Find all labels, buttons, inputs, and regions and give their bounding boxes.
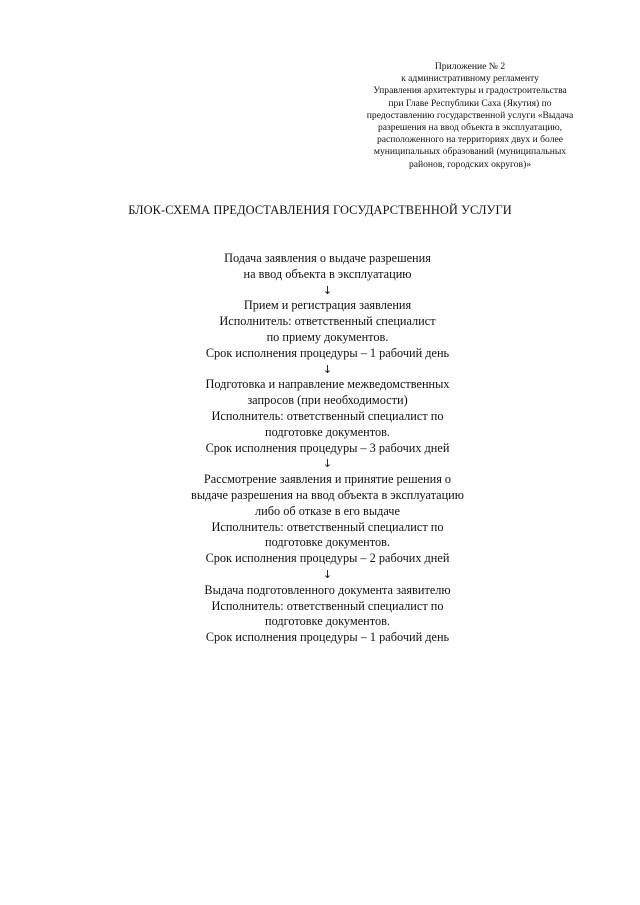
step-line: Срок исполнения процедуры – 3 рабочих дней	[205, 440, 450, 455]
step-line: Рассмотрение заявления и принятие решения о	[203, 472, 452, 487]
flow-step-registration	[0, 298, 640, 361]
step-line: подготовке документов.	[265, 535, 390, 550]
step-line: запросов (при необходимости)	[247, 393, 408, 408]
flow-step-interagency-requests	[0, 377, 640, 456]
flowchart	[0, 251, 640, 646]
appendix-line: Приложение № 2	[434, 61, 506, 72]
appendix-line: разрешения на ввод объекта в эксплуатацию,	[377, 122, 563, 134]
step-line: подготовке документов.	[265, 614, 390, 629]
flow-step-issuance	[0, 583, 640, 646]
step-line: Исполнитель: ответственный специалист по	[211, 408, 444, 423]
appendix-line: районов, городских округов)»	[408, 158, 532, 170]
step-line: по приему документов.	[266, 329, 389, 344]
step-line: Исполнитель: ответственный специалист по	[211, 519, 444, 534]
appendix-line: Управления архитектуры и градостроительства	[373, 85, 567, 97]
appendix-line: расположенного на территориях двух и более	[376, 134, 563, 146]
step-line: выдаче разрешения на ввод объекта в эксплуатацию	[191, 487, 464, 502]
flow-step-submission	[0, 251, 640, 283]
step-line: Срок исполнения процедуры – 2 рабочих дней	[205, 551, 450, 566]
step-line: Исполнитель: ответственный специалист по	[211, 598, 444, 613]
down-arrow-icon: ↓	[322, 362, 333, 376]
appendix-line: муниципальных образований (муниципальных	[373, 146, 567, 158]
down-arrow-icon: ↓	[322, 283, 333, 297]
down-arrow-icon: ↓	[322, 567, 333, 581]
step-line: Исполнитель: ответственный специалист	[219, 314, 436, 329]
step-line: Подготовка и направление межведомственных	[205, 377, 450, 392]
step-line: на ввод объекта в эксплуатацию	[243, 266, 412, 281]
flow-step-decision	[0, 472, 640, 567]
appendix-header	[340, 61, 600, 171]
down-arrow-icon: ↓	[322, 457, 333, 471]
step-line: Срок исполнения процедуры – 1 рабочий день	[205, 345, 450, 360]
step-line: подготовке документов.	[265, 424, 390, 439]
step-line: Подача заявления о выдаче разрешения	[224, 251, 431, 265]
step-line: Прием и регистрация заявления	[243, 298, 412, 313]
appendix-line: при Главе Республики Саха (Якутия) по	[388, 97, 552, 109]
step-line: Выдача подготовленного документа заявителю	[204, 582, 451, 597]
step-line: Срок исполнения процедуры – 1 рабочий день	[205, 630, 450, 645]
appendix-line: предоставлению государственной услуги «Выдача	[366, 109, 574, 121]
document-title: БЛОК-СХЕМА ПРЕДОСТАВЛЕНИЯ ГОСУДАРСТВЕННОЙ УСЛУГИ	[128, 203, 512, 217]
appendix-line: к административному регламенту	[401, 73, 539, 85]
step-line: либо об отказе в его выдаче	[255, 503, 400, 518]
